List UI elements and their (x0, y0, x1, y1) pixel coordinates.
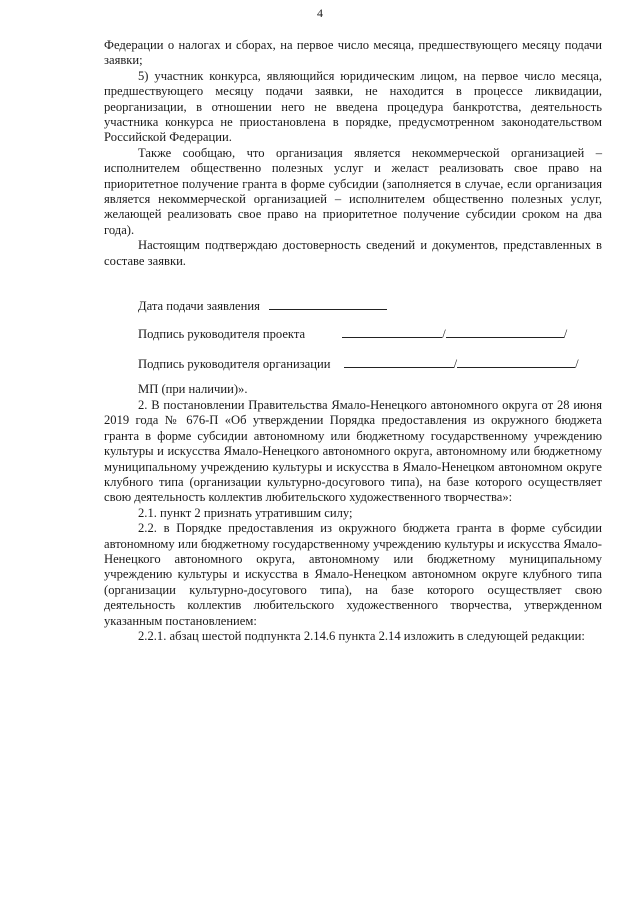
paragraph-amendment-2-1: 2.1. пункт 2 признать утратившим силу; (138, 505, 353, 520)
project-head-end-separator: / (563, 327, 568, 341)
org-head-signature-line[interactable] (344, 356, 454, 368)
seal-note: МП (при наличии)». (138, 382, 248, 396)
org-head-signature-field (138, 356, 579, 372)
paragraph-amendment-2: 2. В постановлении Правительства Ямало-Ненецкого автономного округа от 28 июня 2019 года № 676-П «Об утверждении Порядка предоставления из окружного бюджета гранта в форме субсидии автономному или бюджетному государственному учреждению культуры и искусства Ямало-Ненецкого автономного округа, автономному или бюджетному муниципальному учреждению культуры и искусства в Ямало-Ненецком автономном округе клубного типа (организации культурно-досугового типа), на базе которого осуществляет свою деятельность коллектив любительского художественного творчества»: (104, 398, 602, 505)
intro-section (104, 38, 602, 269)
date-label: Дата подачи заявления (138, 299, 260, 313)
paragraph-tax-continuation: Федерации о налогах и сборах, на первое число месяца, предшествующего месяцу подачи заявки; (104, 38, 602, 68)
project-head-name-line[interactable] (446, 326, 564, 338)
project-head-separator: / (442, 327, 446, 341)
org-head-end-separator: / (575, 357, 579, 371)
date-input-line[interactable] (269, 298, 387, 310)
paragraph-nko-statement: Также сообщаю, что организация является некоммерческой организацией – исполнителем общественно полезных услуг и желаст реализовать свое право на приоритетное получение гранта в форме субсидии (заполняется в случае, если организация является некоммерческой организацией – исполнителем общественно полезных услуг, желающей реализовать свое право на приоритетное получение субсидии сроком на два года). (104, 145, 602, 237)
org-head-name-line[interactable] (457, 356, 575, 368)
project-head-signature-field (138, 326, 567, 342)
amendment-section (104, 398, 602, 645)
project-head-label: Подпись руководителя проекта (138, 327, 306, 341)
paragraph-confirmation: Настоящим подтверждаю достоверность сведений и документов, представленных в составе заявки. (104, 238, 602, 268)
paragraph-amendment-2-2-1: 2.2.1. абзац шестой подпункта 2.14.6 пункта 2.14 изложить в следующей редакции: (138, 629, 585, 644)
project-head-signature-line[interactable] (342, 326, 442, 338)
paragraph-item-5: 5) участник конкурса, являющийся юридическим лицом, на первое число месяца, предшествующего месяцу подачи заявки, не находится в процессе ликвидации, реорганизации, в отношении него не введена процедура банкротства, деятельность участника конкурса не приостановлена в порядке, предусмотренном законодательством Российской Федерации. (104, 68, 602, 145)
org-head-label: Подпись руководителя организации (138, 357, 331, 371)
page-number: 4 (317, 6, 323, 20)
paragraph-amendment-2-2: 2.2. в Порядке предоставления из окружного бюджета гранта в форме субсидии автономному или бюджетному государственному учреждению культуры и искусства Ямало-Ненецкого автономного округа, автономному или бюджетному муниципальному учреждению культуры и искусства в Ямало-Ненецком автономном округе клубного типа (организации культурно-досугового типа), на базе которого осуществляет свою деятельность коллектив любительского художественного творчества, утвержденном указанным постановлением: (104, 521, 602, 628)
date-field (138, 298, 387, 314)
org-head-separator: / (453, 357, 458, 371)
